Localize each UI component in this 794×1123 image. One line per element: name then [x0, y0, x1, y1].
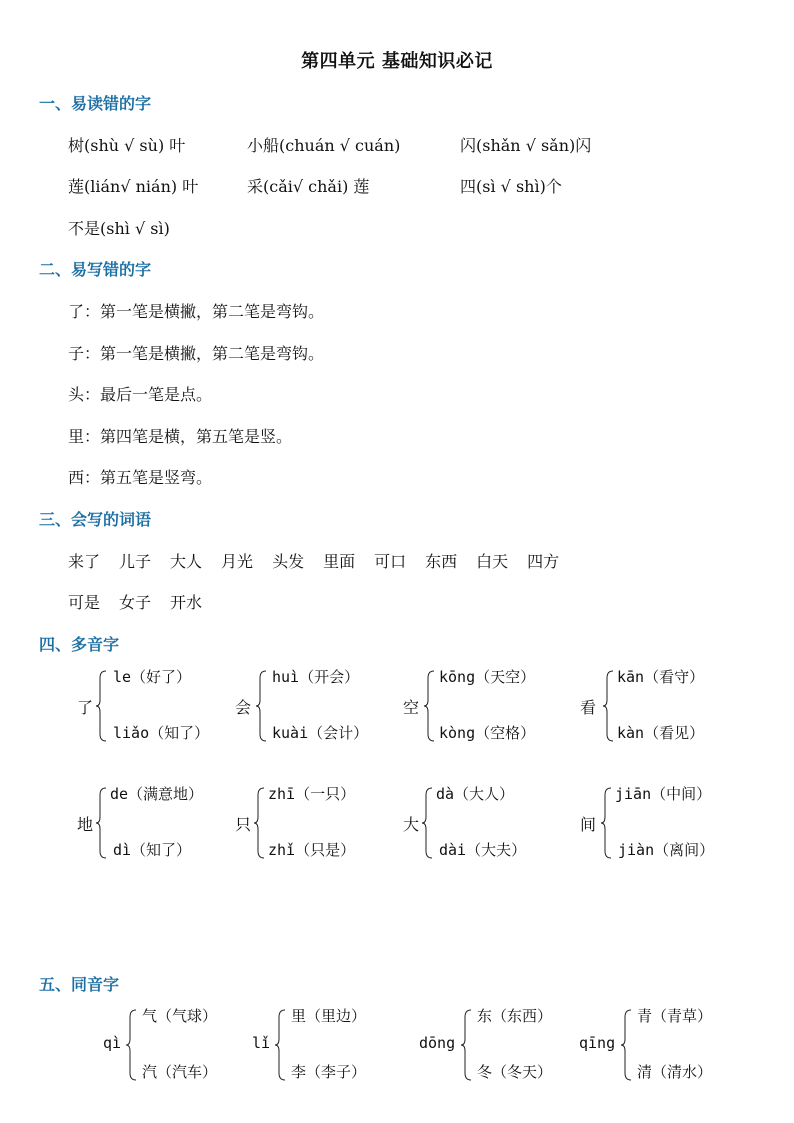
- left-brace-icon: [620, 1009, 632, 1081]
- homophone-word: 东（东西）: [477, 1007, 553, 1025]
- homophone-group: [419, 1005, 569, 1085]
- section-heading-polyphones: 四、多音字: [39, 635, 120, 654]
- homophone-word: 气（气球）: [142, 1007, 218, 1025]
- word: 儿子: [119, 552, 152, 571]
- word: 来了: [68, 552, 101, 571]
- polyphone-reading: le（好了）: [113, 668, 192, 686]
- polyphone-reading: kōng（天空）: [439, 668, 536, 686]
- polyphone-group: [235, 666, 385, 746]
- polyphone-reading: dà（大人）: [436, 785, 515, 803]
- polyphone-group: [580, 783, 730, 863]
- page-title: 第四单元 基础知识必记: [301, 51, 493, 72]
- left-brace-icon: [95, 670, 107, 742]
- polyphone-group: [403, 666, 553, 746]
- polyphone-char: 地: [77, 815, 94, 834]
- word: 头发: [272, 552, 305, 571]
- polyphone-reading: liǎo（知了）: [113, 724, 210, 742]
- left-brace-icon: [125, 1009, 137, 1081]
- polyphone-reading: huì（开会）: [272, 668, 360, 686]
- polyphone-reading: jiàn（离间）: [618, 841, 715, 859]
- easy-read-item: 莲(lián√ nián) 叶: [68, 177, 199, 196]
- homophone-word: 汽（汽车）: [142, 1063, 218, 1081]
- homophone-word: 青（青草）: [637, 1007, 713, 1025]
- homophone-word: 清（清水）: [637, 1063, 713, 1081]
- homophone-group: [579, 1005, 729, 1085]
- left-brace-icon: [255, 670, 267, 742]
- homophone-group: [103, 1005, 253, 1085]
- left-brace-icon: [274, 1009, 286, 1081]
- word-list-row: [68, 549, 578, 572]
- left-brace-icon: [460, 1009, 472, 1081]
- easy-read-item: 树(shù √ sù) 叶: [68, 136, 186, 155]
- polyphone-char: 大: [403, 815, 420, 834]
- polyphone-char: 空: [403, 698, 420, 717]
- section-heading-homophones: 五、同音字: [39, 975, 120, 994]
- polyphone-char: 只: [235, 815, 252, 834]
- polyphone-char: 看: [580, 698, 597, 717]
- word: 里面: [323, 552, 356, 571]
- word: 大人: [170, 552, 203, 571]
- word: 开水: [170, 593, 203, 612]
- left-brace-icon: [423, 670, 435, 742]
- homophone-pinyin: qīng: [579, 1034, 616, 1052]
- polyphone-reading: dì（知了）: [113, 841, 192, 859]
- homophone-group: [252, 1005, 402, 1085]
- polyphone-char: 间: [580, 815, 597, 834]
- polyphone-reading: de（满意地）: [110, 785, 204, 803]
- easy-write-item: 里：第四笔是横，第五笔是竖。: [68, 427, 293, 446]
- easy-write-item: 子：第一笔是横撇，第二笔是弯钩。: [68, 344, 325, 363]
- word: 白天: [476, 552, 509, 571]
- polyphone-reading: zhī（一只）: [268, 785, 356, 803]
- left-brace-icon: [600, 787, 612, 859]
- easy-write-item: 了：第一笔是横撇，第二笔是弯钩。: [68, 302, 325, 321]
- easy-write-item: 头：最后一笔是点。: [68, 385, 213, 404]
- polyphone-reading: kòng（空格）: [439, 724, 536, 742]
- left-brace-icon: [95, 787, 107, 859]
- easy-read-item: 闪(shǎn √ sǎn)闪: [460, 136, 592, 155]
- easy-read-item: 小船(chuán √ cuán): [247, 136, 401, 155]
- left-brace-icon: [253, 787, 265, 859]
- polyphone-group: [77, 666, 227, 746]
- polyphone-char: 会: [235, 698, 252, 717]
- polyphone-group: [77, 783, 227, 863]
- polyphone-reading: jiān（中间）: [615, 785, 712, 803]
- polyphone-char: 了: [77, 698, 94, 717]
- left-brace-icon: [602, 670, 614, 742]
- polyphone-group: [235, 783, 385, 863]
- section-heading-easy-write: 二、易写错的字: [39, 260, 152, 279]
- section-heading-words: 三、会写的词语: [39, 510, 152, 529]
- word: 可是: [68, 593, 101, 612]
- polyphone-reading: kān（看守）: [617, 668, 705, 686]
- polyphone-reading: dài（大夫）: [439, 841, 527, 859]
- word: 女子: [119, 593, 152, 612]
- homophone-pinyin: lǐ: [252, 1034, 271, 1052]
- polyphone-group: [403, 783, 553, 863]
- homophone-pinyin: dōng: [419, 1034, 456, 1052]
- word: 四方: [527, 552, 560, 571]
- homophone-word: 冬（冬天）: [477, 1063, 553, 1081]
- section-heading-easy-read: 一、易读错的字: [39, 94, 152, 113]
- polyphone-reading: kuài（会计）: [272, 724, 369, 742]
- left-brace-icon: [421, 787, 433, 859]
- homophone-word: 李（李子）: [291, 1063, 367, 1081]
- easy-write-item: 西：第五笔是竖弯。: [68, 468, 213, 487]
- polyphone-group: [580, 666, 730, 746]
- polyphone-reading: kàn（看见）: [617, 724, 705, 742]
- homophone-word: 里（里边）: [291, 1007, 367, 1025]
- polyphone-reading: zhǐ（只是）: [268, 841, 356, 859]
- word: 月光: [221, 552, 254, 571]
- word-list-row: [68, 590, 221, 613]
- homophone-pinyin: qì: [103, 1034, 122, 1052]
- easy-read-item: 四(sì √ shì)个: [460, 177, 562, 196]
- easy-read-item: 采(cǎi√ chǎi) 莲: [247, 177, 370, 196]
- easy-read-item: 不是(shì √ sì): [68, 219, 170, 238]
- word: 东西: [425, 552, 458, 571]
- word: 可口: [374, 552, 407, 571]
